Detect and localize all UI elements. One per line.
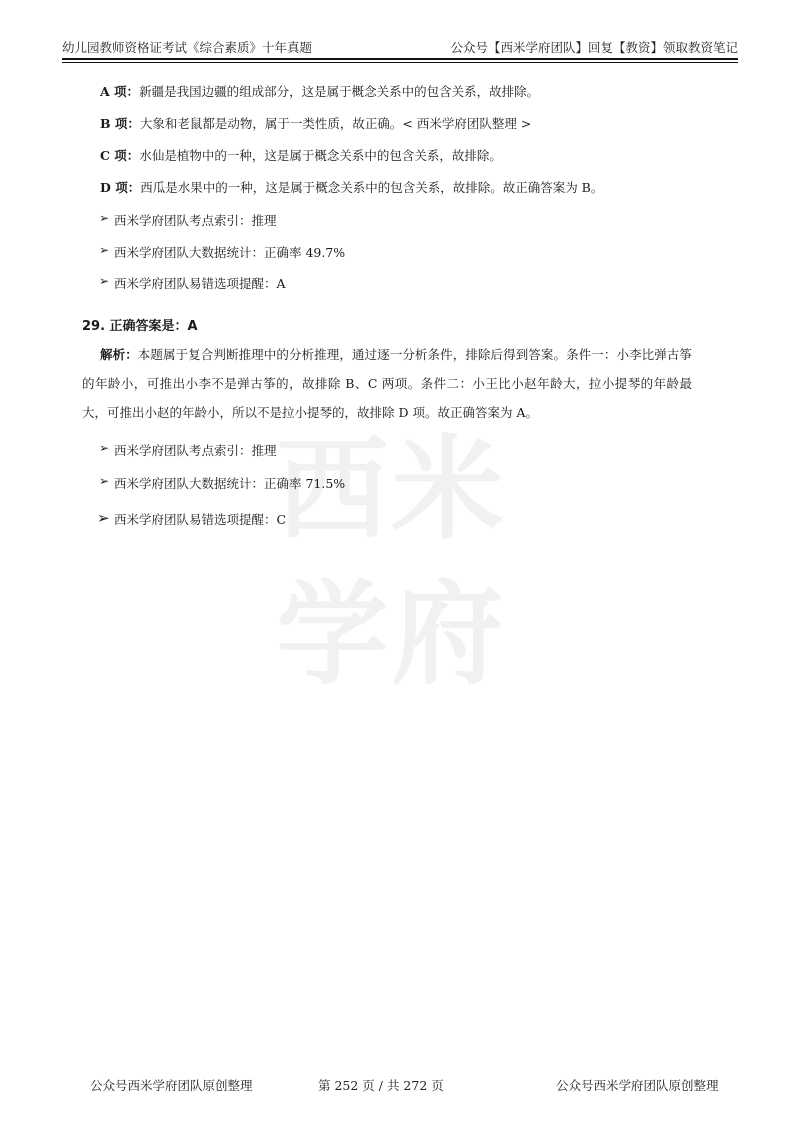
- option-text: 新疆是我国边疆的组成部分，这是属于概念关系中的包含关系，故排除。: [139, 84, 540, 99]
- bullet-text: 西米学府团队易错选项提醒：C: [114, 512, 287, 527]
- option-d: [100, 178, 603, 196]
- analysis-text: 本题属于复合判断推理中的分析推理，通过逐一分析条件，排除后得到答案。条件一：小李比弹古筝的年龄小，可推出小李不是弹古筝的，故排除 B、C 两项。条件二：小王比小赵年龄大，拉小提琴的年龄最大，可推出小赵的年龄小，所以不是拉小提琴的，故排除 D 项。故正确答案为 A。: [82, 347, 692, 420]
- analysis-paragraph: [82, 340, 692, 427]
- arrow-bullet-icon: ➢: [99, 211, 110, 225]
- header-right-note: 公众号【西米学府团队】回复【教资】领取教资笔记: [450, 40, 738, 55]
- watermark-logo: [275, 420, 505, 710]
- watermark-char: 府: [391, 570, 504, 700]
- page-number: 第 252 页 / 共 272 页: [318, 1078, 444, 1093]
- header-left-title: 幼儿园教师资格证考试《综合素质》十年真题: [62, 40, 313, 55]
- option-c: [100, 146, 502, 164]
- option-a: [100, 82, 539, 100]
- bullet-text: 西米学府团队考点索引：推理: [114, 213, 277, 228]
- option-label: D 项：: [100, 180, 141, 195]
- option-label: A 项：: [100, 84, 140, 99]
- arrow-bullet-icon: ➢: [97, 509, 110, 527]
- watermark-char: 米: [391, 425, 504, 555]
- option-label: C 项：: [100, 148, 140, 163]
- analysis-label: 解析：: [100, 347, 138, 362]
- option-text: 西瓜是水果中的一种，这是属于概念关系中的包含关系，故排除。故正确答案为 B。: [140, 180, 604, 195]
- arrow-bullet-icon: ➢: [99, 274, 110, 288]
- bullet-text: 西米学府团队大数据统计：正确率 49.7%: [114, 245, 346, 260]
- option-b: [100, 114, 531, 132]
- option-text: 大象和老鼠都是动物，属于一类性质，故正确。< 西米学府团队整理 >: [139, 116, 532, 131]
- arrow-bullet-icon: ➢: [99, 243, 110, 257]
- arrow-bullet-icon: ➢: [99, 441, 110, 455]
- footer-left: 公众号西米学府团队原创整理: [90, 1078, 253, 1093]
- header-divider: [62, 58, 738, 63]
- bullet-text: 西米学府团队大数据统计：正确率 71.5%: [114, 476, 346, 491]
- option-text: 水仙是植物中的一种，这是属于概念关系中的包含关系，故排除。: [139, 148, 502, 163]
- page-header: [62, 36, 738, 56]
- watermark-char: 学: [276, 570, 389, 700]
- footer-right: 公众号西米学府团队原创整理: [556, 1078, 719, 1093]
- watermark-char: 西: [276, 425, 389, 555]
- arrow-bullet-icon: ➢: [99, 474, 110, 488]
- question-heading: 29. 正确答案是：A: [82, 319, 198, 334]
- bullet-text: 西米学府团队考点索引：推理: [114, 443, 277, 458]
- option-label: B 项：: [100, 116, 140, 131]
- bullet-text: 西米学府团队易错选项提醒：A: [114, 276, 286, 291]
